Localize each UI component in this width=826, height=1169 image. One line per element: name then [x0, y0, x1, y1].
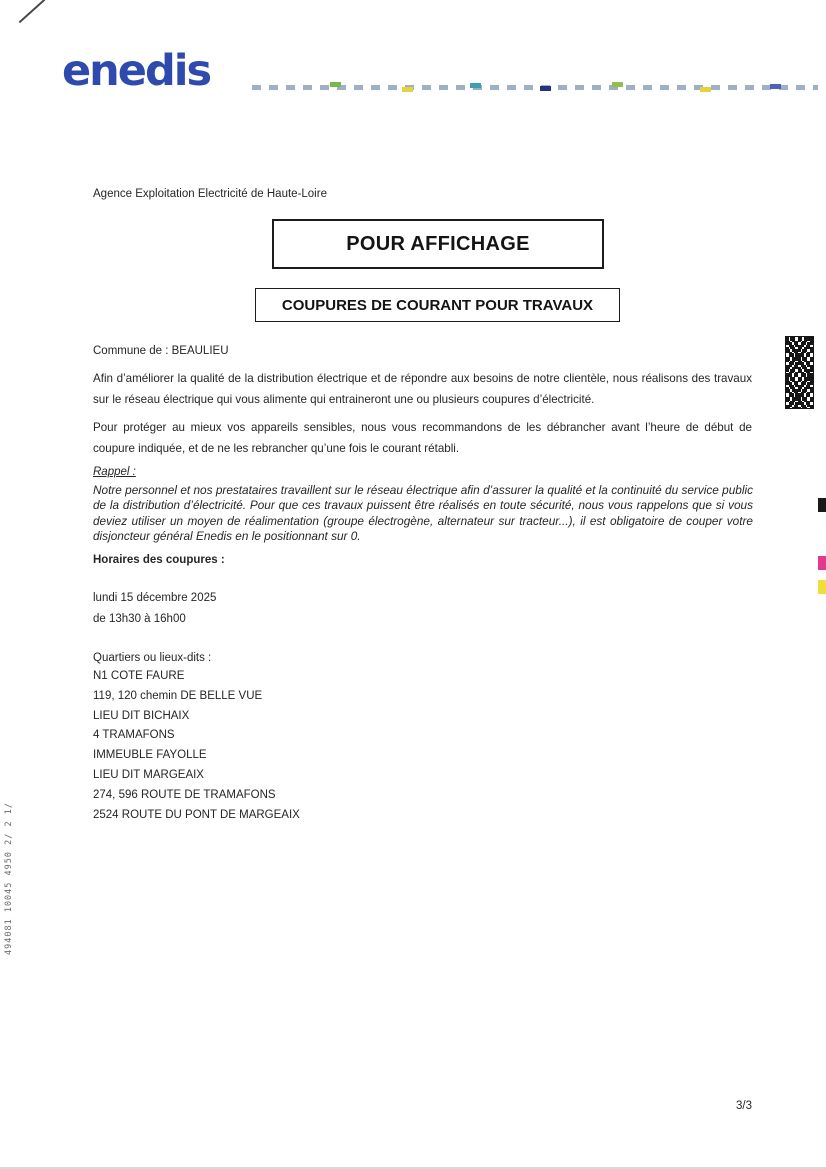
agency-line: Agence Exploitation Electricité de Haute-Loire: [93, 188, 327, 200]
rappel-paragraph: Notre personnel et nos prestataires travaillent sur le réseau électrique afin d’assurer la qualité et la continuité du service public de la distribution d’électricité. Pour que ces travaux puissent être réalisés en toute sécurité, nous vous rappelons que si vous deviez utiliser un moyen de réalimentation (groupe électrogène, alternateur sur tracteur...), il est obligatoire de couper votre disjoncteur général Enedis en le positionnant sur 0.: [93, 483, 753, 544]
advice-paragraph: Pour protéger au mieux vos appareils sensibles, nous vous recommandons de les débrancher avant l’heure de début de coupure indiquée, et de ne les rebrancher qu’une fois le courant rétabli.: [93, 421, 752, 455]
colored-dash: [770, 84, 781, 89]
intro-paragraph: Afin d’améliorer la qualité de la distribution électrique et de répondre aux besoins de notre clientèle, nous réalisons des travaux sur le réseau électrique qui vous alimente qui entraineront une ou plusieurs coupures d’électricité.: [93, 372, 752, 406]
horaires-label: Horaires des coupures :: [93, 554, 225, 566]
datamatrix-code: [786, 337, 813, 408]
registration-mark-magenta: [818, 556, 826, 570]
scan-artifact-mark: [19, 0, 46, 23]
location-line: 274, 596 ROUTE DE TRAMAFONS: [93, 788, 276, 801]
notice-title-box: [255, 288, 620, 322]
colored-dash: [612, 82, 623, 87]
location-line: 119, 120 chemin DE BELLE VUE: [93, 689, 263, 702]
location-line: N1 COTE FAURE: [93, 670, 185, 682]
commune-line: Commune de : BEAULIEU: [93, 345, 229, 357]
display-title-box: [272, 219, 604, 269]
print-side-code: 494081 10045 4950 2/ 2 1/: [4, 802, 14, 955]
location-line: 4 TRAMAFONS: [93, 729, 175, 742]
quartiers-label: Quartiers ou lieux-dits :: [93, 652, 212, 664]
location-line: 2524 ROUTE DU PONT DE MARGEAIX: [93, 808, 300, 821]
locations-list: [93, 670, 300, 828]
display-title: POUR AFFICHAGE: [346, 232, 530, 255]
page-number: 3/3: [736, 1100, 752, 1112]
registration-mark-yellow: [818, 580, 826, 594]
location-line: LIEU DIT MARGEAIX: [93, 768, 204, 781]
outage-time: de 13h30 à 16h00: [93, 613, 186, 625]
colored-dash: [330, 82, 341, 87]
colored-dash: [402, 87, 413, 92]
notice-title: COUPURES DE COURANT POUR TRAVAUX: [281, 296, 594, 314]
registration-mark-black: [818, 498, 826, 512]
enedis-logo: enedis: [62, 46, 211, 96]
colored-dash: [700, 87, 711, 92]
outage-date: lundi 15 décembre 2025: [93, 592, 217, 604]
location-line: IMMEUBLE FAYOLLE: [93, 749, 207, 762]
colored-dash: [470, 83, 481, 88]
colored-dash: [540, 86, 551, 91]
rappel-label: Rappel :: [93, 466, 136, 478]
location-line: LIEU DIT BICHAIX: [93, 709, 190, 722]
